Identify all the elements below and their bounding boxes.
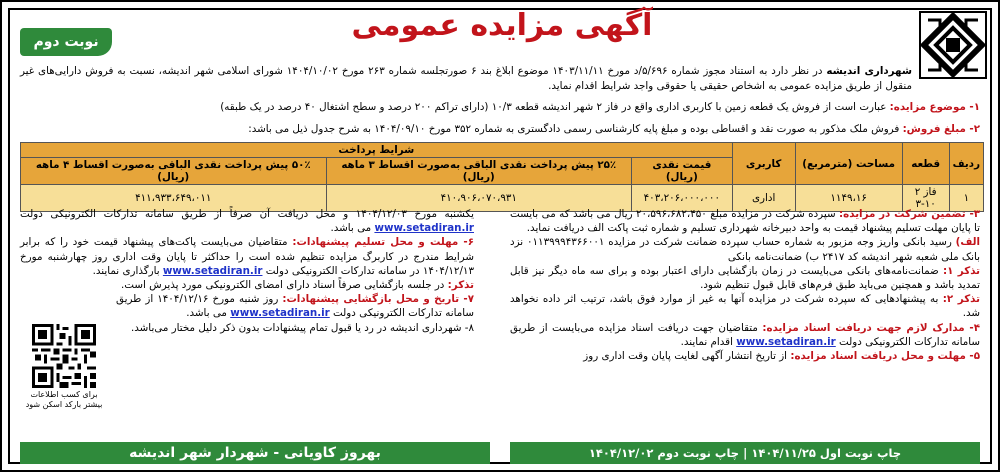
- th-row: ردیف: [949, 143, 983, 185]
- price-table: [20, 142, 984, 212]
- section-6-label: ۶- مهلت و محل تسلیم پیشنهادات:: [292, 236, 474, 249]
- section-1-text: عبارت است از فروش یک قطعه زمین با کاربری اداری واقع در فاز ۲ شهر اندیشه قطعه ۱۰/۳ (دارای تراکم ۲۰۰ درصد و سطح اشتغال ۴۰ درصد در یک طبقه): [220, 101, 890, 113]
- note-1-text: ضمانت‌نامه‌های بانکی می‌بایست در زمان بازگشایی دارای اعتبار بوده و برای سه ماه دیگر نیز قابل تمدید باشد و همچنین می‌باید طبق فرم‌های قابل قبول تنظیم شود.: [510, 264, 980, 292]
- right-column: [510, 207, 980, 363]
- section-3-alef: [510, 235, 980, 263]
- section-5-cont-text: یکشنبه مورخ ۱۴۰۴/۱۲/۰۳ و محل دریافت آن صرفاً از طریق سامانه تدارکات الکترونیکی دولت: [20, 208, 474, 220]
- th-parcel: قطعه: [902, 143, 949, 185]
- left-column: [20, 207, 474, 335]
- section-4-end: اقدام نمایند.: [680, 335, 737, 348]
- alef-text: رسید بانکی واریز وجه مزبور به شماره حساب سپرده ضمانت شرکت در مزایده ۰۱۱۳۹۹۹۴۳۶۶۰۰۱ نزد بانک ملی شعبه شهر اندیشه کد ۲۴۱۷ ب) ضمانت‌نامه بانکی: [510, 236, 980, 263]
- section-6-text: متقاضیان می‌بایست پاکت‌های پیشنهاد قیمت خود را که برابر شرایط مندرج در کاربرگ مزایده تنظیم شده است را حداکثر تا پایان وقت اداری روز چهارشنبه مورخ ۱۴۰۴/۱۲/۱۳ در سامانه تدارکات الکترونیکی دولت: [20, 236, 474, 277]
- cell-use: اداری: [732, 185, 795, 212]
- section-6: [20, 235, 474, 278]
- section-7-label: ۷- تاریخ و محل بازگشایی پیشنهادات:: [282, 293, 474, 306]
- section-1-label: ۱- موضوع مزایده:: [889, 101, 980, 113]
- org-name: شهرداری اندیشه: [826, 65, 912, 77]
- section-4-text: متقاضیان جهت دریافت اسناد مزایده می‌بایست از طریق سامانه تدارکات الکترونیکی دولت: [510, 321, 980, 348]
- cell-inst3: ۴۱۰،۹۰۶،۰۷۰،۹۳۱: [326, 185, 631, 212]
- section-1: [20, 100, 980, 115]
- note-2-text: به پیشنهادهایی که سپرده شرکت در مزایده آنها به غیر از موارد فوق باشد، ترتیب اثر داده نخواهد شد.: [510, 293, 980, 320]
- cell-row: ۱: [949, 185, 983, 212]
- note-general-label: تذکر:: [447, 279, 474, 292]
- qr-caption: برای کسب اطلاعات بیشتر بارکد اسکن شود: [25, 390, 103, 409]
- setadiran-link[interactable]: www.setadiran.ir: [374, 222, 474, 235]
- cell-parcel: فاز ۲ ۱۰-۳: [902, 185, 949, 212]
- section-5-text: از تاریخ انتشار آگهی لغایت پایان وقت اداری روز: [583, 350, 791, 363]
- intro-paragraph: [20, 64, 912, 94]
- section-7-end: می باشد.: [186, 307, 231, 320]
- note-1-label: تذکر ۱:: [942, 264, 981, 277]
- section-7: [116, 292, 474, 320]
- section-6-end: بارگذاری نمایند.: [92, 264, 163, 277]
- alef-label: الف): [955, 236, 981, 249]
- publication-dates: چاپ نوبت اول ۱۴۰۴/۱۱/۲۵ | چاپ نوبت دوم ۱۴۰۴/۱۲/۰۲: [510, 442, 980, 464]
- cell-cash: ۴۰۳،۲۰۶،۰۰۰،۰۰۰: [632, 185, 733, 212]
- cell-area: ۱۱۴۹،۱۶: [795, 185, 902, 212]
- notice-title: آگهی مزایده عمومی: [351, 8, 653, 43]
- note-general: [116, 278, 474, 292]
- section-4: [510, 321, 980, 349]
- note-2-label: تذکر ۲:: [942, 293, 980, 306]
- section-5-cont-end: می باشد.: [330, 222, 375, 235]
- section-5: [510, 349, 980, 363]
- setadiran-link[interactable]: www.setadiran.ir: [736, 335, 836, 348]
- note-general-text: در جلسه بازگشایی صرفاً اسناد دارای امضای الکترونیکی مورد پذیرش است.: [120, 279, 448, 292]
- th-area: مساحت (مترمربع): [795, 143, 902, 185]
- th-inst4: ۵۰٪ پیش پرداخت نقدی الباقی به‌صورت اقساط ۴ ماهه (ریال): [21, 158, 327, 185]
- intro-text: در نظر دارد به استناد مجوز شماره ۵/۶۹۶/د مورخ ۱۴۰۳/۱۱/۱۱ موضوع ابلاغ بند ۶ صورتجلسه شماره ۲۶۳ مورخ ۱۴۰۴/۱۰/۰۲ شورای اسلامی شهر اندیشه، نسبت به فروش دارایی‌های غیر منقول از طریق مزایده عمومی به اشخاص حقیقی یا حقوقی واجد شرایط اقدام نماید.: [20, 65, 912, 92]
- section-2-label: ۲- مبلغ فروش:: [902, 123, 980, 135]
- th-cash: قیمت نقدی (ریال): [632, 158, 733, 185]
- section-3-label: ۳- تضمین شرکت در مزایده:: [839, 208, 981, 220]
- section-5-label: ۵- مهلت و محل دریافت اسناد مزایده:: [790, 350, 980, 363]
- setadiran-link[interactable]: www.setadiran.ir: [162, 264, 263, 277]
- section-5-cont: [20, 207, 474, 235]
- note-1: [510, 264, 980, 292]
- section-3: [510, 207, 980, 235]
- th-use: کاربری: [732, 143, 795, 185]
- mayor-signature: بهروز کاویانی - شهردار شهر اندیشه: [20, 442, 490, 464]
- round-badge: نوبت دوم: [20, 28, 112, 56]
- section-2-text: فروش ملک مذکور به صورت نقد و اقساطی بوده و مبلغ پایه کارشناسی رسمی دادگستری به شماره ۳۵۲ مورخ ۱۴۰۴/۰۹/۱۰ به شرح جدول ذیل می باشد:: [248, 123, 903, 135]
- th-terms: شرایط پرداخت: [21, 143, 733, 158]
- setadiran-link[interactable]: www.setadiran.ir: [230, 307, 330, 320]
- note-2: [510, 292, 980, 320]
- section-4-label: ۴- مدارک لازم جهت دریافت اسناد مزایده:: [762, 321, 980, 334]
- section-2: [20, 122, 980, 137]
- section-7-text: روز شنبه مورخ ۱۴۰۴/۱۲/۱۶ از طریق سامانه تدارکات الکترونیکی دولت: [116, 293, 474, 320]
- qr-code-icon[interactable]: [32, 324, 96, 388]
- municipality-logo: [918, 10, 988, 80]
- section-8: ۸- شهرداری اندیشه در رد یا قبول تمام پیشنهادات بدون ذکر دلیل مختار می‌باشد.: [131, 321, 474, 334]
- cell-inst4: ۴۱۱،۹۳۳،۶۴۹،۰۱۱: [21, 185, 327, 212]
- th-inst3: ۲۵٪ پیش پرداخت نقدی الباقی به‌صورت اقساط ۳ ماهه (ریال): [326, 158, 631, 185]
- section-3-text: سپرده شرکت در مزایده مبلغ ۲۰،۵۹۶،۶۸۲،۴۵۰ ریال می باشد که می بایست تا پایان مهلت تسلیم پیشنهاد قیمت به واحد دبیرخانه شهرداری تسلیم و شماره ثبت پاکت الف دریافت نماید.: [510, 208, 980, 235]
